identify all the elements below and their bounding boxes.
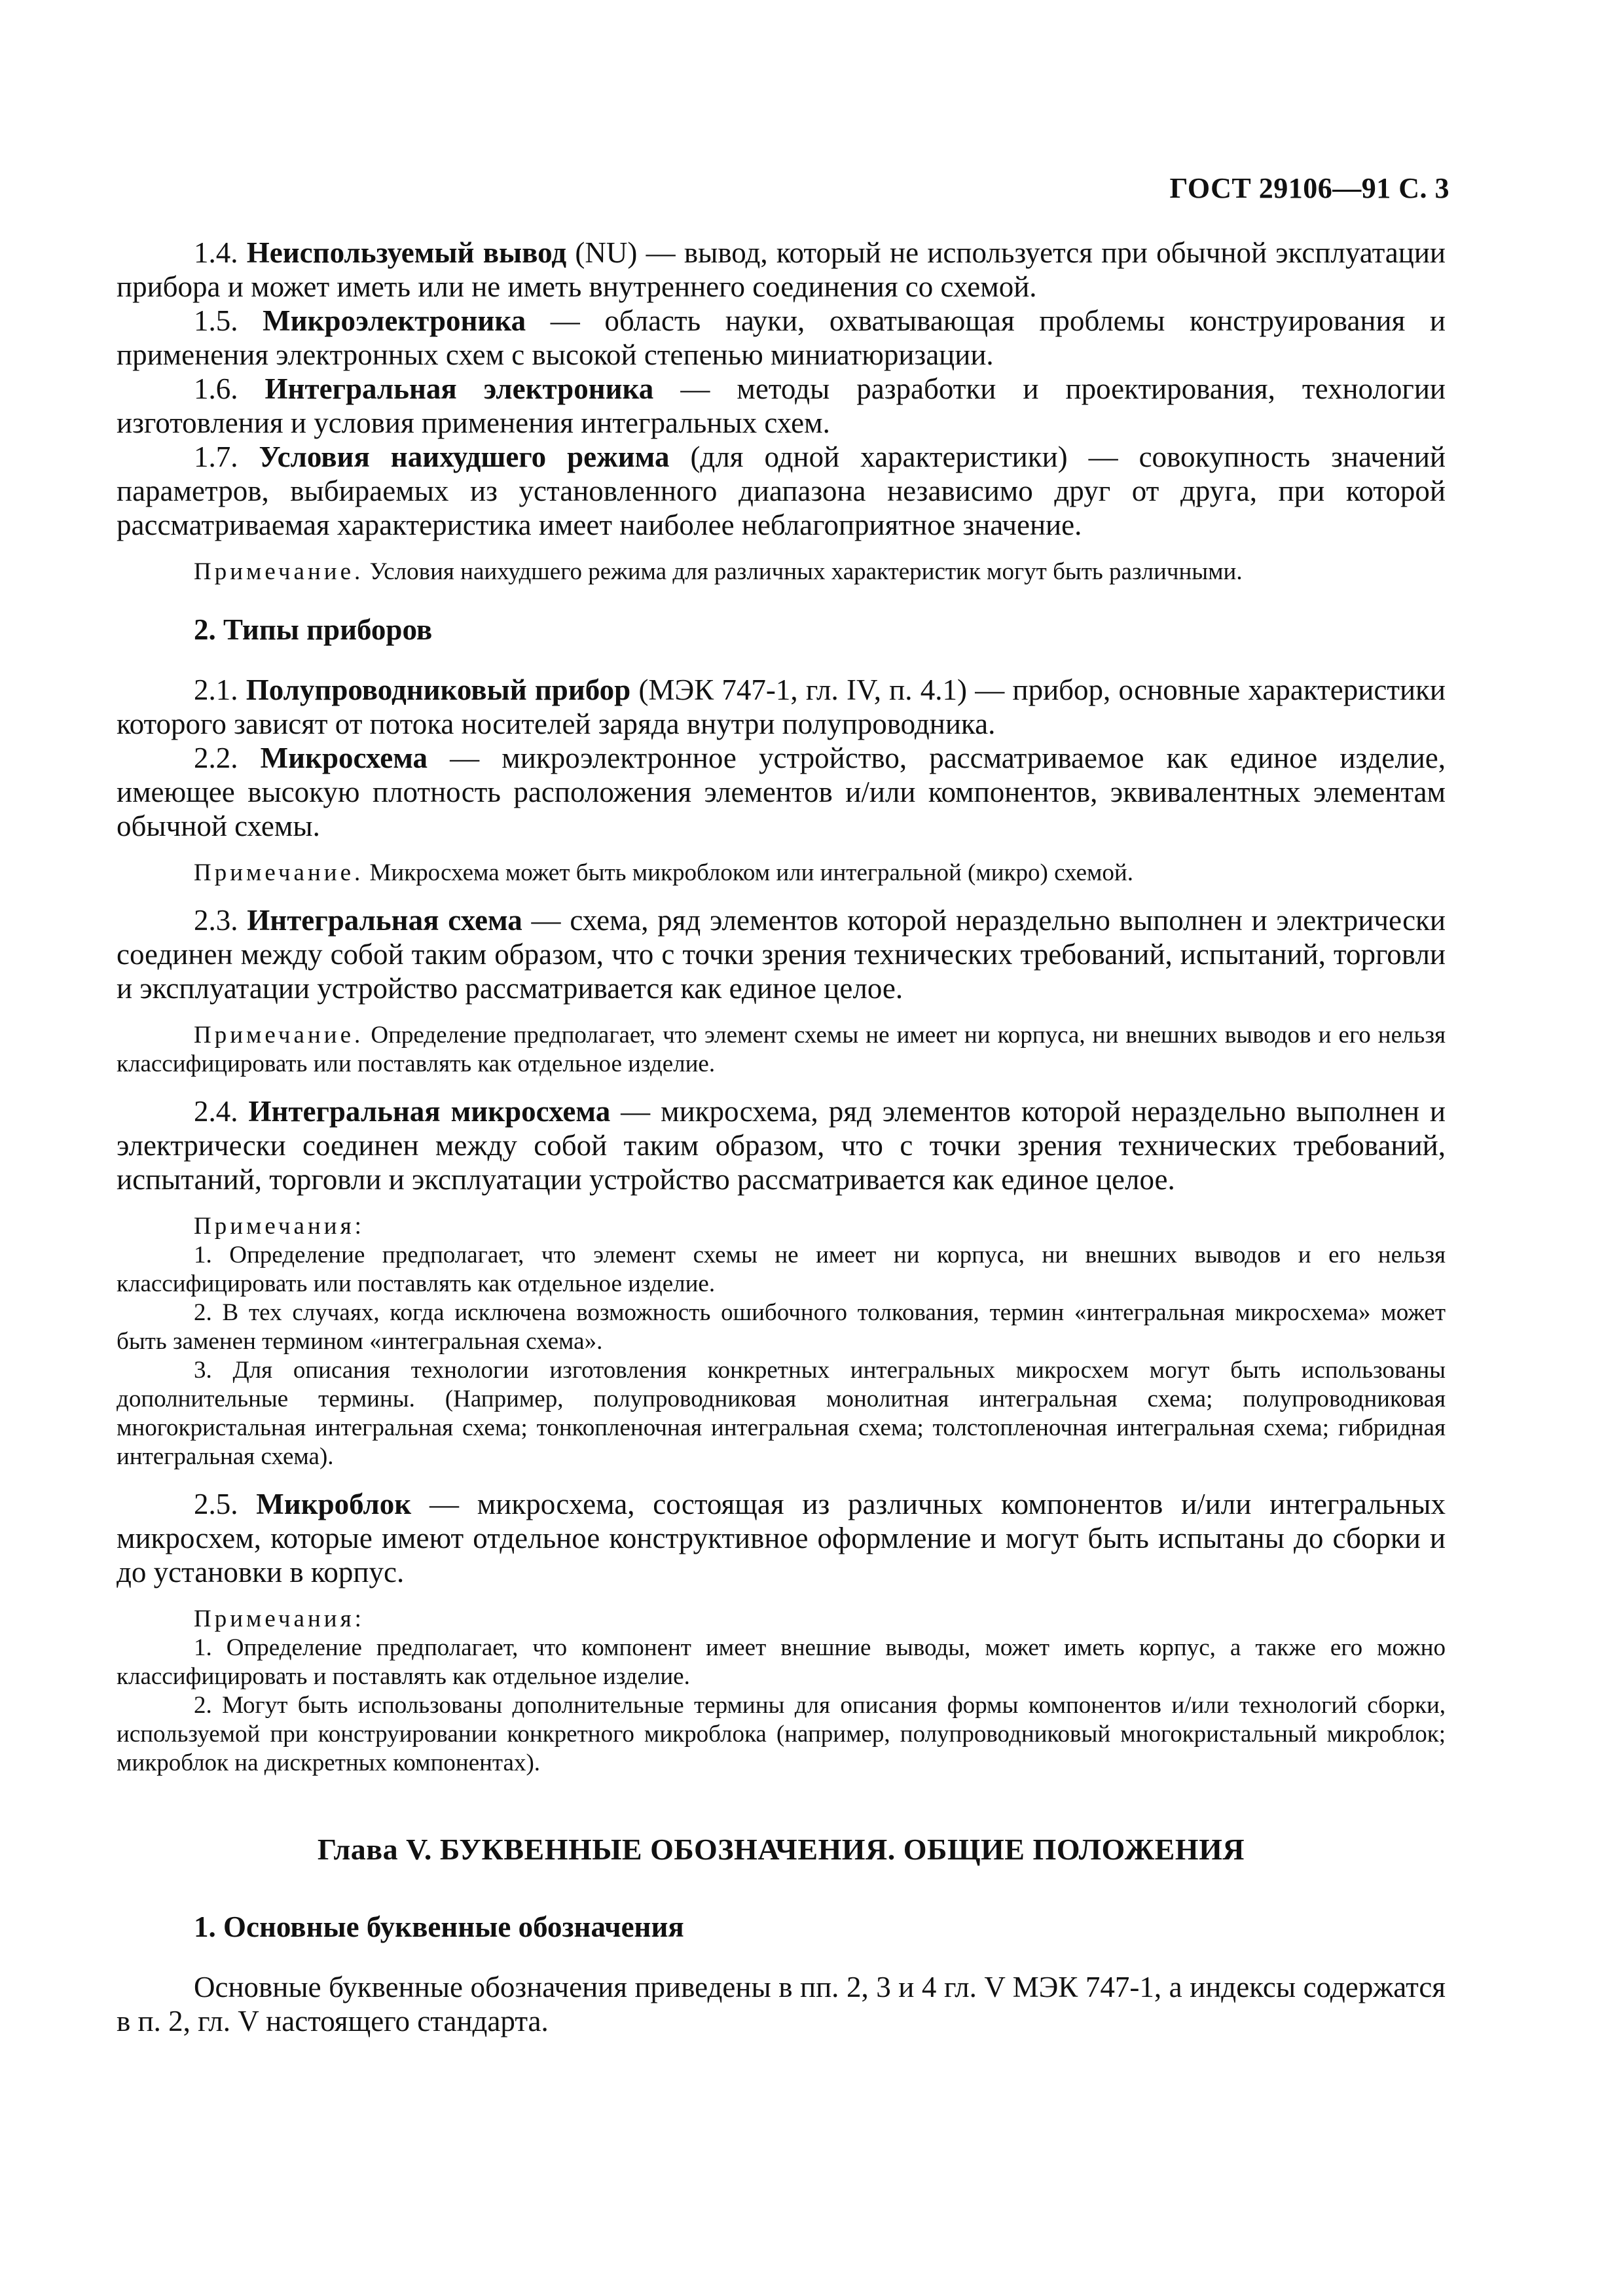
note-text: Микросхема может быть микроблоком или интегральной (микро) схемой.: [363, 859, 1133, 886]
note-label: Примечание.: [194, 859, 364, 886]
clause-number: 2.2.: [194, 742, 261, 774]
clause-2-4: [117, 1094, 1446, 1196]
notes-2-5-title: Примечания:: [194, 1605, 365, 1632]
clause-2-1: [117, 673, 1446, 741]
note-item: 3. Для описания технологии изготовления конкретных интегральных микросхем могут быть использованы дополнительные термины. (Например, полупроводниковая монолитная интегральная схема; полупроводниковая многокристальная интегральная схема; тонкопленочная интегральная схема; толстопленочная интегральная схема; гибридная интегральная схема).: [117, 1357, 1446, 1470]
page-content: [117, 236, 1446, 2038]
clause-text: (МЭК 747-1, гл. IV, п. 4.1) — прибор, основные характеристики которого зависят от потока носителей заряда внутри полупроводника.: [117, 673, 1446, 740]
note-2-3: [117, 1021, 1446, 1079]
note-1-7: [117, 558, 1446, 586]
section-5-1-title: 1. Основные буквенные обозначения: [194, 1910, 684, 1943]
clause-2-2: [117, 741, 1446, 843]
note-text: Условия наихудшего режима для различных характеристик могут быть различными.: [363, 558, 1243, 585]
clause-term: Интегральная микросхема: [248, 1095, 611, 1128]
clause-text: (для одной характеристики) — совокупность значений параметров, выбираемых из установленного диапазона независимо друг от друга, при которой рассматриваемая характеристика имеет наиболее неблагоприятное значение.: [117, 440, 1446, 541]
note-label: Примечание.: [194, 558, 364, 585]
note-item: 2. В тех случаях, когда исключена возможность ошибочного толкования, термин «интегральная микросхема» может быть заменен термином «интегральная схема».: [117, 1299, 1446, 1355]
clause-term: Интегральная электроника: [264, 372, 654, 405]
clause-term: Микроэлектроника: [263, 304, 526, 337]
chapter-5-paragraph: Основные буквенные обозначения приведены в пп. 2, 3 и 4 гл. V МЭК 747-1, а индексы содержатся в п. 2, гл. V настоящего стандарта.: [117, 1971, 1446, 2037]
clause-text: — микросхема, ряд элементов которой нераздельно выполнен и электрически соединен между собой таким образом, что с точки зрения технических требований, испытаний, торговли и эксплуатации устройство рассматривается как единое целое.: [117, 1095, 1446, 1196]
clause-term: Неиспользуемый вывод: [246, 236, 567, 269]
clause-number: 1.5.: [194, 304, 263, 337]
clause-text: — микроэлектронное устройство, рассматриваемое как единое изделие, имеющее высокую плотность расположения элементов и/или компонентов, эквивалентных элементам обычной схемы.: [117, 742, 1446, 842]
clause-term: Микроблок: [256, 1488, 412, 1520]
clause-number: 1.7.: [194, 440, 259, 473]
clause-1-5: [117, 304, 1446, 372]
clause-text: — методы разработки и проектирования, технологии изготовления и условия применения интегральных схем.: [117, 372, 1446, 439]
section-2-title: 2. Типы приборов: [194, 613, 433, 646]
clause-text: — микросхема, состоящая из различных компонентов и/или интегральных микросхем, которые имеют отдельное конструктивное оформление и могут быть испытаны до сборки и до установки в корпус.: [117, 1488, 1446, 1588]
clause-text: (NU) — вывод, который не используется при обычной эксплуатации прибора и может иметь или не иметь внутреннего соединения со схемой.: [117, 236, 1446, 303]
clause-term: Условия наихудшего режима: [259, 440, 670, 473]
clause-number: 2.4.: [194, 1095, 249, 1128]
page-header: ГОСТ 29106—91 С. 3: [1169, 172, 1450, 204]
clause-term: Микросхема: [260, 742, 428, 774]
clause-number: 1.6.: [194, 372, 265, 405]
note-2-2: [117, 859, 1446, 888]
clause-2-5: [117, 1487, 1446, 1589]
note-item: 2. Могут быть использованы дополнительные термины для описания формы компонентов и/или технологий сборки, используемой при конструировании конкретного микроблока (например, полупроводниковый многокристальный микроблок; микроблок на дискретных компонентах).: [117, 1692, 1446, 1776]
note-item: 1. Определение предполагает, что элемент схемы не имеет ни корпуса, ни внешних выводов и его нельзя классифицировать или поставлять как отдельное изделие.: [117, 1242, 1446, 1297]
clause-number: 2.5.: [194, 1488, 257, 1520]
note-text: Определение предполагает, что элемент схемы не имеет ни корпуса, ни внешних выводов и его нельзя классифицировать или поставлять как отдельное изделие.: [117, 1022, 1446, 1077]
clause-text: — область науки, охватывающая проблемы конструирования и применения электронных схем с высокой степенью миниатюризации.: [117, 304, 1446, 371]
clause-1-7: [117, 440, 1446, 542]
note-item: 1. Определение предполагает, что компонент имеет внешние выводы, может иметь корпус, а также его можно классифицировать и поставлять как отдельное изделие.: [117, 1634, 1446, 1690]
clause-1-4: [117, 236, 1446, 304]
clause-number: 1.4.: [194, 236, 247, 269]
clause-term: Полупроводниковый прибор: [246, 673, 631, 706]
clause-text: — схема, ряд элементов которой нераздельно выполнен и электрически соединен между собой таким образом, что с точки зрения технических требований, испытаний, торговли и эксплуатации устройство рассматривается как единое целое.: [117, 904, 1446, 1005]
clause-2-3: [117, 903, 1446, 1005]
clause-number: 2.3.: [194, 904, 247, 937]
clause-1-6: [117, 372, 1446, 440]
clause-number: 2.1.: [194, 673, 246, 706]
note-label: Примечание.: [194, 1022, 364, 1049]
notes-2-4-title: Примечания:: [194, 1213, 365, 1240]
chapter-5-title: Глава V. БУКВЕННЫЕ ОБОЗНАЧЕНИЯ. ОБЩИЕ ПОЛОЖЕНИЯ: [317, 1833, 1245, 1866]
clause-term: Интегральная схема: [247, 904, 522, 937]
